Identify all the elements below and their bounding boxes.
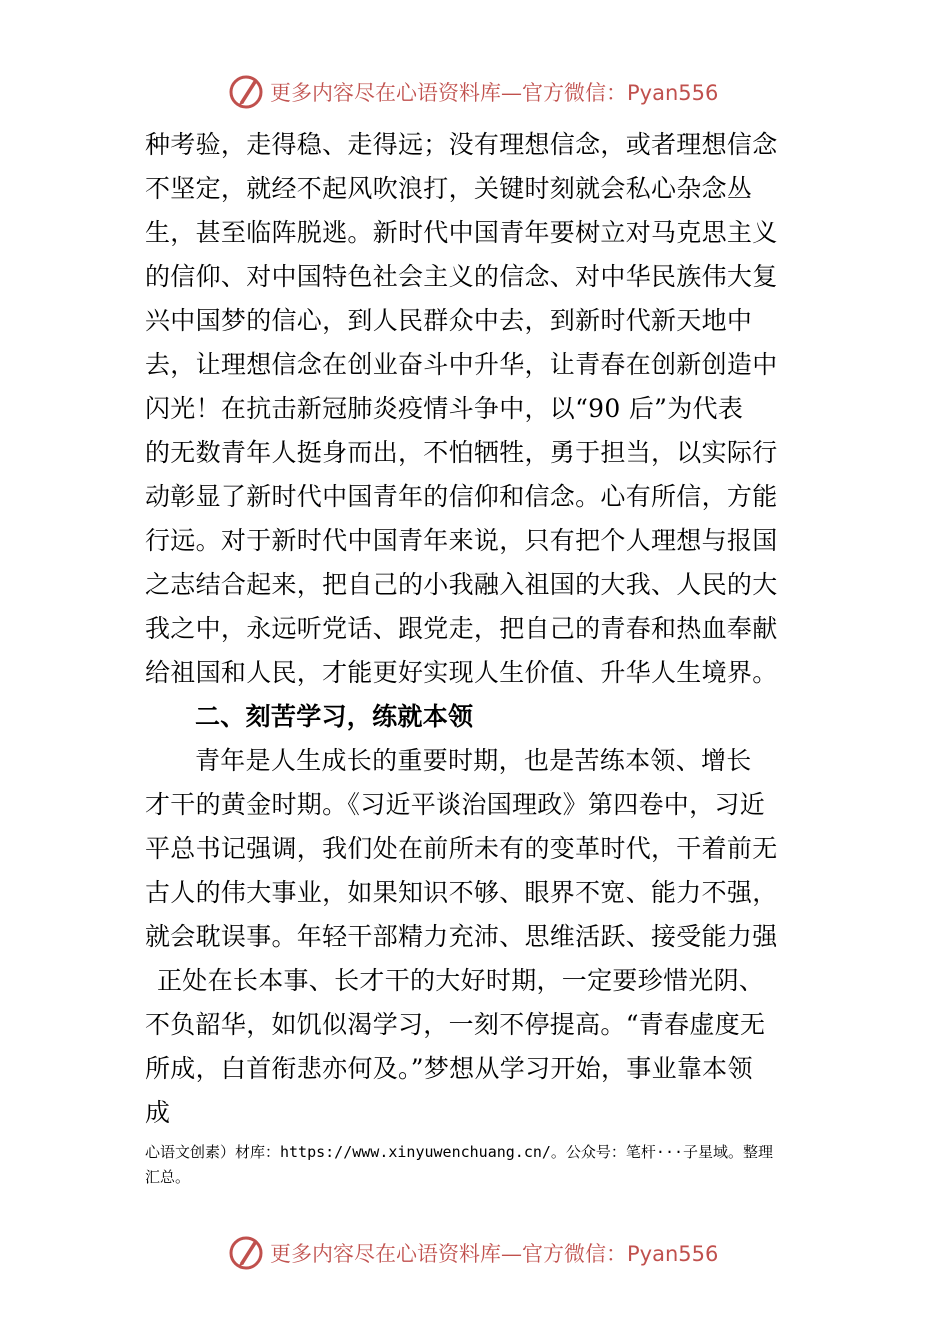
text-line: 不负韶华，如饥似渴学习，一刻不停提高。“青春虚度无 xyxy=(145,1010,766,1039)
text-line: 行远。对于新时代中国青年来说，只有把个人理想与报国 xyxy=(145,526,778,555)
text-line: 平总书记强调，我们处在前所未有的变革时代，干着前无 xyxy=(145,834,778,863)
text-line: 的信仰、对中国特色社会主义的信念、对中华民族伟大复 xyxy=(145,262,778,291)
section-heading: 二、刻苦学习，练就本领 xyxy=(195,702,474,731)
footnote-line: 心语文创素）材库：https://www.xinyuwenchuang.cn/。公众号：笔杆···子星域。整理 xyxy=(145,1143,774,1161)
wechat-id: Pyan556 xyxy=(627,1242,719,1266)
banner-text: 更多内容尽在心语资料库—官方微信：Pyan556 xyxy=(270,1242,719,1266)
text-line: 才干的黄金时期。《习近平谈治国理政》第四卷中，习近 xyxy=(145,790,766,819)
text-line: 就会耽误事。年轻干部精力充沛、思维活跃、接受能力强 xyxy=(145,922,778,951)
header-banner xyxy=(226,70,746,114)
text-line: 古人的伟大事业，如果知识不够、眼界不宽、能力不强， xyxy=(145,878,778,907)
pen-logo-icon xyxy=(226,1233,266,1273)
text-line: 我之中，永远听党话、跟党走，把自己的青春和热血奉献 xyxy=(145,614,778,643)
text-line: 兴中国梦的信心，到人民群众中去，到新时代新天地中 xyxy=(145,306,753,335)
source-footnote xyxy=(145,1140,825,1190)
text-line: 之志结合起来，把自己的小我融入祖国的大我、人民的大 xyxy=(145,570,778,599)
text-line: 青年是人生成长的重要时期，也是苦练本领、增长 xyxy=(195,746,752,775)
text-line: 的无数青年人挺身而出，不怕牺牲，勇于担当，以实际行 xyxy=(145,438,778,467)
text-line: 生，甚至临阵脱逃。新时代中国青年要树立对马克思主义 xyxy=(145,218,778,247)
text-line: 给祖国和人民，才能更好实现人生价值、升华人生境界。 xyxy=(145,658,778,687)
text-line: 动彰显了新时代中国青年的信仰和信念。心有所信，方能 xyxy=(145,482,778,511)
text-line: 不坚定，就经不起风吹浪打，关键时刻就会私心杂念丛 xyxy=(145,174,753,203)
text-line: 正处在长本事、长才干的大好时期，一定要珍惜光阴、 xyxy=(157,966,765,995)
pen-logo-icon xyxy=(226,72,266,112)
text-line: 去，让理想信念在创业奋斗中升华，让青春在创新创造中 xyxy=(145,350,778,379)
document-body xyxy=(145,123,790,1135)
text-line: 所成，白首衔悲亦何及。”梦想从学习开始，事业靠本领 xyxy=(145,1054,753,1083)
text-line: 种考验，走得稳、走得远；没有理想信念，或者理想信念 xyxy=(145,130,778,159)
banner-text: 更多内容尽在心语资料库—官方微信：Pyan556 xyxy=(270,81,719,105)
footnote-line: 汇总。 xyxy=(145,1168,191,1186)
wechat-id: Pyan556 xyxy=(627,81,719,105)
text-line: 闪光！在抗击新冠肺炎疫情斗争中，以“90 后”为代表 xyxy=(145,394,744,423)
footer-banner xyxy=(226,1231,746,1275)
text-line: 成 xyxy=(145,1098,171,1127)
